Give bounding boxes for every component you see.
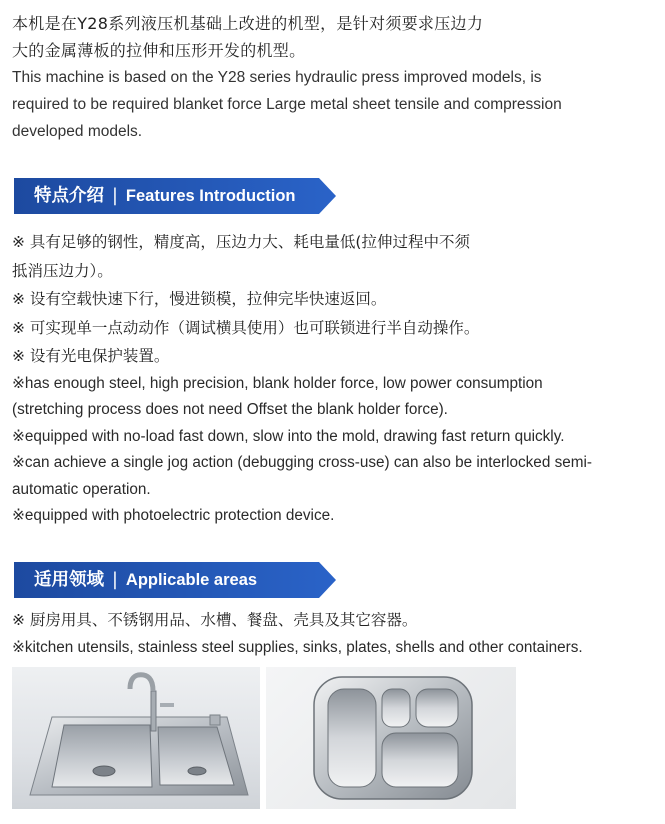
features-list — [12, 228, 657, 530]
intro-cn-line: 大的金属薄板的拉伸和压形开发的机型。 — [12, 41, 306, 60]
application-line: ※kitchen utensils, stainless steel supplies, sinks, plates, shells and other containers. — [12, 638, 583, 656]
feature-line: automatic operation. — [12, 480, 151, 498]
features-banner-en: Features Introduction — [125, 187, 296, 205]
applications-banner — [14, 562, 336, 598]
sink-image — [12, 667, 260, 809]
intro-cn-line: 本机是在Y28系列液压机基础上改进的机型，是针对须要求压边力 — [12, 14, 484, 33]
feature-line: ※equipped with no-load fast down, slow into the mold, drawing fast return quickly. — [12, 427, 565, 445]
applications-list — [12, 606, 657, 661]
banner-separator: | — [112, 570, 118, 590]
application-line: ※ 厨房用具、不锈钢用品、水槽、餐盘、壳具及其它容器。 — [12, 611, 418, 629]
feature-line: ※equipped with photoelectric protection device. — [12, 507, 335, 525]
feature-line: (stretching process does not need Offset the blank holder force). — [12, 401, 448, 419]
feature-line: ※can achieve a single jog action (debugging cross-use) can also be interlocked semi- — [12, 454, 592, 472]
banner-separator: | — [112, 186, 118, 206]
feature-line: 抵消压边力）。 — [12, 261, 113, 280]
intro-en-line: This machine is based on the Y28 series hydraulic press improved models, is — [12, 69, 542, 86]
feature-line: ※ 设有空载快速下行，慢进锁模，拉伸完毕快速返回。 — [12, 290, 387, 309]
feature-line: ※ 设有光电保护装置。 — [12, 347, 170, 366]
applications-banner-cn: 适用领域 — [34, 570, 104, 590]
tray-image — [266, 667, 516, 809]
feature-line: ※ 可实现单一点动动作（调试横具使用）也可联锁进行半自动操作。 — [12, 318, 480, 337]
applications-banner-en: Applicable areas — [125, 571, 258, 589]
feature-line: ※ 具有足够的钢性，精度高，压边力大、耗电量低(拉伸过程中不须 — [12, 233, 470, 251]
intro-en-line: required to be required blanket force Large metal sheet tensile and compression — [12, 96, 562, 113]
features-banner-cn: 特点介绍 — [34, 186, 104, 206]
intro-paragraph — [12, 10, 657, 145]
intro-en-line: developed models. — [12, 123, 143, 140]
features-banner — [14, 178, 336, 214]
feature-line: ※has enough steel, high precision, blank holder force, low power consumption — [12, 374, 543, 392]
